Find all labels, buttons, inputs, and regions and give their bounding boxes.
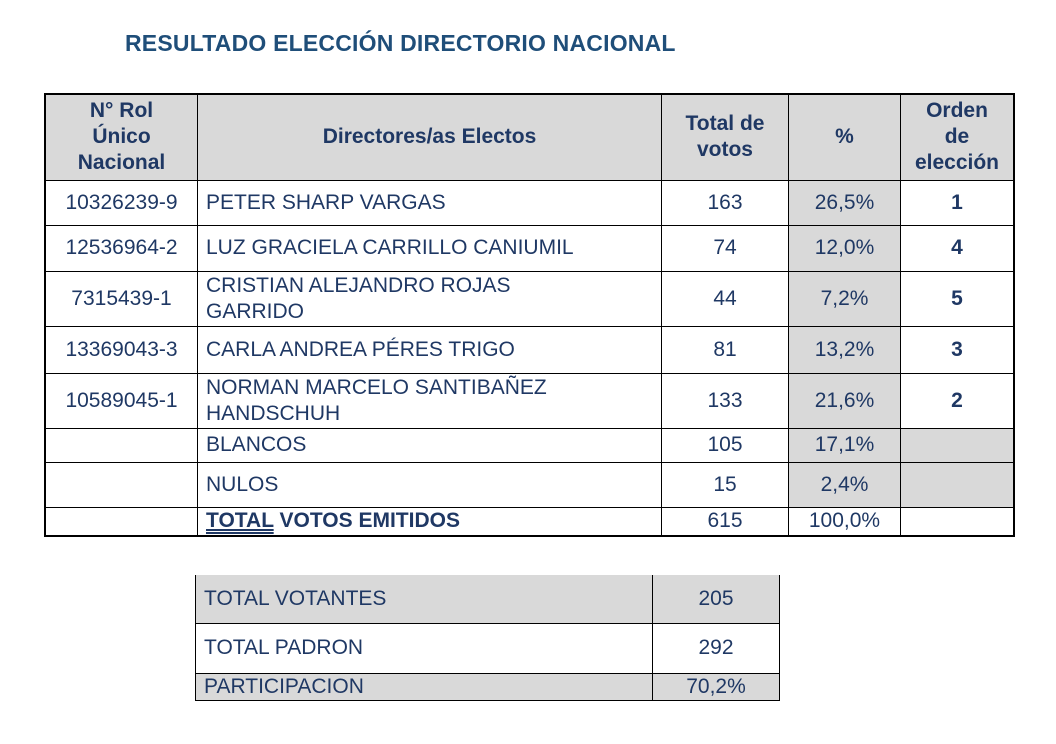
order-cell: 3 — [901, 326, 1015, 373]
votes-cell: 74 — [662, 225, 789, 271]
blancos-pct: 17,1% — [789, 428, 901, 462]
header-name: Directores/as Electos — [198, 94, 662, 180]
pct-cell: 21,6% — [789, 373, 901, 428]
name-cell: CARLA ANDREA PÉRES TRIGO — [198, 326, 662, 373]
pct-cell: 12,0% — [789, 225, 901, 271]
summary-row-votantes — [196, 575, 780, 623]
header-pct: % — [789, 94, 901, 180]
summary-row-participacion — [196, 673, 780, 700]
rol-cell: 10326239-9 — [45, 180, 198, 225]
blancos-row — [45, 428, 1014, 462]
rol-cell: 7315439-1 — [45, 271, 198, 326]
header-order-line: Orden — [926, 99, 988, 123]
votes-cell: 163 — [662, 180, 789, 225]
header-rol-line: Único — [92, 125, 151, 149]
votantes-value: 205 — [653, 575, 780, 623]
name-line: NORMAN MARCELO SANTIBAÑEZ — [206, 375, 547, 399]
nulos-pct: 2,4% — [789, 462, 901, 507]
total-label — [198, 507, 662, 536]
header-rol-line: N° Rol — [89, 99, 154, 123]
total-pct: 100,0% — [789, 507, 901, 536]
name-line: GARRIDO — [206, 299, 305, 323]
summary-row-padron — [196, 623, 780, 673]
table-row — [45, 180, 1014, 225]
votantes-label: TOTAL VOTANTES — [196, 575, 653, 623]
name-cell — [198, 373, 662, 428]
header-row — [45, 94, 1014, 180]
blancos-label: BLANCOS — [198, 428, 662, 462]
name-cell: LUZ GRACIELA CARRILLO CANIUMIL — [198, 225, 662, 271]
table-row — [45, 271, 1014, 326]
blancos-votes: 105 — [662, 428, 789, 462]
empty-cell — [901, 507, 1015, 536]
header-votes — [662, 94, 789, 180]
table-row — [45, 225, 1014, 271]
table-row — [45, 373, 1014, 428]
total-votes: 615 — [662, 507, 789, 536]
header-order-line: elección — [914, 151, 1000, 175]
empty-cell — [45, 507, 198, 536]
order-cell: 2 — [901, 373, 1015, 428]
name-line: CRISTIAN ALEJANDRO ROJAS — [206, 273, 511, 297]
order-cell: 4 — [901, 225, 1015, 271]
header-votes-line: votos — [696, 138, 753, 162]
pct-cell: 7,2% — [789, 271, 901, 326]
header-order-line: de — [944, 125, 970, 149]
votes-cell: 133 — [662, 373, 789, 428]
name-line: HANDSCHUH — [206, 401, 341, 425]
rol-cell: 13369043-3 — [45, 326, 198, 373]
name-cell: PETER SHARP VARGAS — [198, 180, 662, 225]
pct-cell: 13,2% — [789, 326, 901, 373]
votes-cell: 44 — [662, 271, 789, 326]
empty-cell — [901, 462, 1015, 507]
order-cell: 5 — [901, 271, 1015, 326]
nulos-label: NULOS — [198, 462, 662, 507]
total-label-rest: VOTOS EMITIDOS — [273, 509, 460, 533]
summary-table — [195, 575, 780, 701]
rol-cell: 10589045-1 — [45, 373, 198, 428]
padron-label: TOTAL PADRON — [196, 623, 653, 673]
name-cell — [198, 271, 662, 326]
rol-cell: 12536964-2 — [45, 225, 198, 271]
votes-cell: 81 — [662, 326, 789, 373]
total-row — [45, 507, 1014, 536]
total-label-underlined: TOTAL — [206, 509, 274, 533]
results-table — [44, 93, 1015, 537]
header-order — [901, 94, 1015, 180]
participacion-label: PARTICIPACION — [196, 673, 653, 700]
header-rol-line: Nacional — [77, 151, 166, 175]
nulos-row — [45, 462, 1014, 507]
header-votes-line: Total de — [685, 112, 765, 136]
table-row — [45, 326, 1014, 373]
empty-cell — [45, 462, 198, 507]
header-rol — [45, 94, 198, 180]
padron-value: 292 — [653, 623, 780, 673]
empty-cell — [901, 428, 1015, 462]
participacion-value: 70,2% — [653, 673, 780, 700]
nulos-votes: 15 — [662, 462, 789, 507]
page-title: RESULTADO ELECCIÓN DIRECTORIO NACIONAL — [125, 30, 676, 56]
pct-cell: 26,5% — [789, 180, 901, 225]
empty-cell — [45, 428, 198, 462]
order-cell: 1 — [901, 180, 1015, 225]
